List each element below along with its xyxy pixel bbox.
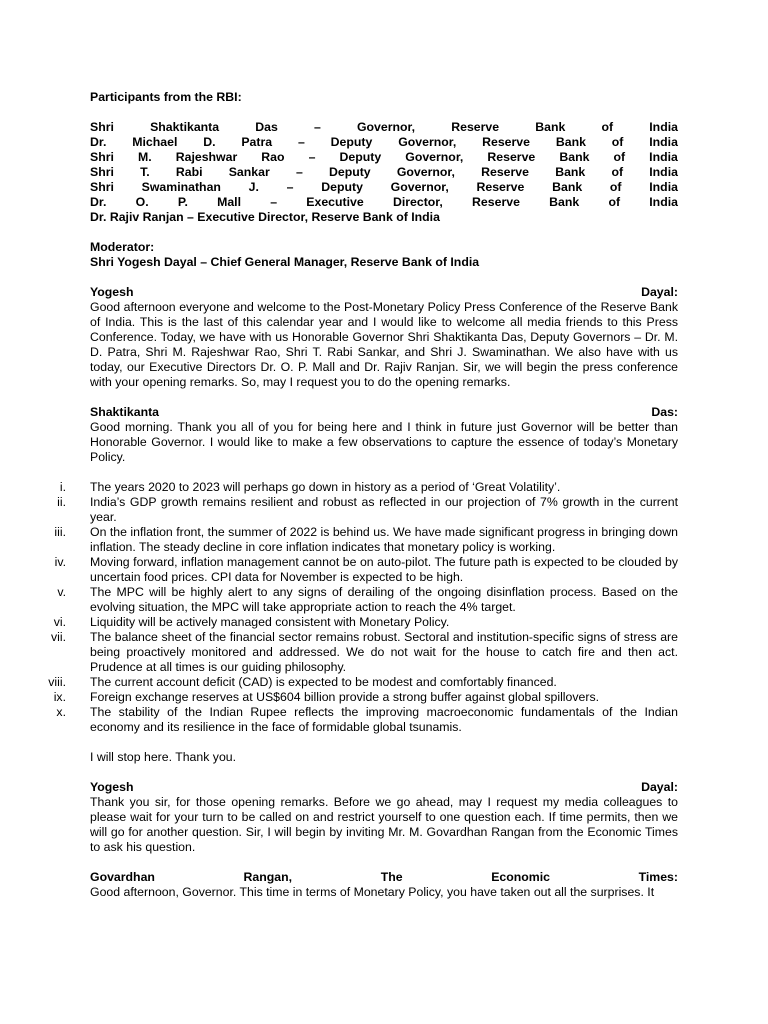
participant-word: Swaminathan <box>141 180 221 194</box>
participant-word: Shri <box>90 120 114 134</box>
participant-word: – <box>313 120 321 134</box>
list-item <box>59 480 678 495</box>
participant-word: Michael <box>132 135 178 149</box>
participant-word: India <box>649 195 678 209</box>
speaker-label <box>90 780 678 795</box>
list-item-number: v. <box>57 585 66 599</box>
list-item-text: On the inflation front, the summer of 2022 is behind us. We have made significant progress in bringing down inflation. The steady decline in core inflation indicates that monetary policy is working. <box>90 525 678 554</box>
participant-word: Rajeshwar <box>175 150 238 164</box>
participant-word: Bank <box>559 150 590 164</box>
participant-word: Deputy <box>328 165 371 179</box>
participant-line <box>90 195 678 210</box>
speaker-last: Dayal: <box>641 780 678 794</box>
participant-word: Reserve <box>481 165 529 179</box>
participant-word: Reserve <box>487 150 536 164</box>
participant-word: Governor, <box>405 150 464 164</box>
participant-word: – <box>308 150 316 164</box>
moderator-line: Shri Yogesh Dayal – Chief General Manager, Reserve Bank of India <box>90 255 480 269</box>
list-item-number: vi. <box>53 615 66 629</box>
participants-list <box>90 120 678 210</box>
list-item <box>57 585 678 615</box>
participant-word: Shri <box>90 180 114 194</box>
participant-line <box>90 180 678 195</box>
speaker-word: Times: <box>638 870 678 884</box>
participant-word: Reserve <box>482 135 530 149</box>
list-item-text: Foreign exchange reserves at US$604 billion provide a strong buffer against global spillovers. <box>90 690 600 704</box>
participant-word: Bank <box>552 180 583 194</box>
list-item-text: The MPC will be highly alert to any signs of derailing of the ongoing disinflation process. Based on the evolving situation, the MPC will take appropriate action to reach the 4% target. <box>90 585 678 614</box>
participant-word: Bank <box>555 165 586 179</box>
participant-word: D. <box>203 135 216 149</box>
list-item <box>54 525 678 555</box>
list-item <box>53 615 678 630</box>
participant-line: Dr. Rajiv Ranjan – Executive Director, Reserve Bank of India <box>90 210 440 224</box>
participant-word: Dr. <box>90 195 107 209</box>
participant-word: of <box>608 195 621 209</box>
speaker-last: Dayal: <box>641 285 678 299</box>
list-item-text: The current account deficit (CAD) is expected to be modest and comfortably financed. <box>90 675 557 689</box>
list-item-number: x. <box>56 705 66 719</box>
list-item-number: ii. <box>57 495 66 509</box>
participant-word: Bank <box>555 135 586 149</box>
transcript-body <box>48 90 678 900</box>
participant-word: India <box>649 165 678 179</box>
participant-word: M. <box>137 150 152 164</box>
participant-word: India <box>649 150 678 164</box>
list-item <box>56 705 678 735</box>
speaker-word: Govardhan <box>90 870 155 884</box>
participant-line <box>90 150 678 165</box>
speaker-word: Economic <box>491 870 550 884</box>
participant-word: of <box>613 150 626 164</box>
speaker-first: Yogesh <box>90 780 134 794</box>
participant-word: Reserve <box>476 180 525 194</box>
participant-word: – <box>297 135 305 149</box>
participant-word: Governor, <box>356 120 416 134</box>
speaker-last: Das: <box>651 405 678 419</box>
participant-word: Governor, <box>390 180 449 194</box>
list-item-text: The stability of the Indian Rupee reflects the improving macroeconomic fundamentals of the Indian economy and its resilience in the face of formidable global tsunamis. <box>90 705 678 734</box>
participant-word: Das <box>255 120 278 134</box>
participant-word: Director, <box>392 195 443 209</box>
speaker-word: The <box>380 870 403 884</box>
participant-line <box>90 135 678 150</box>
list-item-number: iii. <box>54 525 66 539</box>
list-item-text: India’s GDP growth remains resilient and robust as reflected in our projection of 7% growth in the current year. <box>90 495 678 524</box>
participant-word: of <box>609 180 622 194</box>
participant-word: Executive <box>306 195 364 209</box>
paragraph: Good afternoon everyone and welcome to the Post-Monetary Policy Press Conference of the Reserve Bank of India. This is the last of this calendar year and I would like to welcome all media friends to this Press Conference. Today, we have with us Honorable Governor Shri Shaktikanta Das, Deputy Governors – Dr. M. D. Patra, Shri M. Rajeshwar Rao, Shri T. Rabi Sankar, and Shri J. Swaminathan. We also have with us today, our Executive Directors Dr. O. P. Mall and Dr. Rajiv Ranjan. Sir, we will begin the press conference with your opening remarks. So, may I request you to do the opening remarks. <box>90 300 678 389</box>
participant-word: of <box>611 165 624 179</box>
paragraph: Good morning. Thank you all of you for being here and I think in future just Governor will be better than Honorable Governor. I would like to make a few observations to capture the essence of today’s Monetary Policy. <box>90 420 678 464</box>
participant-word: Deputy <box>330 135 373 149</box>
participant-word: Rao <box>261 150 285 164</box>
list-item <box>54 555 678 585</box>
participant-word: – <box>270 195 278 209</box>
paragraph: Thank you sir, for those opening remarks. Before we go ahead, may I request my media colleagues to please wait for your turn to be called on and restrict yourself to one question each. If time permits, then we will go for another question. Sir, I will begin by inviting Mr. M. Govardhan Rangan from the Economic Times to ask his question. <box>90 795 678 854</box>
list-item <box>48 675 678 690</box>
participant-word: Mall <box>217 195 242 209</box>
participant-word: Rabi <box>175 165 203 179</box>
participants-heading: Participants from the RBI: <box>90 90 242 104</box>
speaker-first: Shaktikanta <box>90 405 160 419</box>
participant-word: J. <box>248 180 259 194</box>
participant-word: Sankar <box>228 165 270 179</box>
list-item <box>50 630 678 675</box>
participant-word: India <box>649 120 678 134</box>
list-item <box>53 690 678 705</box>
participant-word: Governor, <box>398 135 457 149</box>
speaker-word: Rangan, <box>243 870 293 884</box>
list-item-text: The balance sheet of the financial sector remains robust. Sectoral and institution-specific signs of stress are being proactively monitored and addressed. We do not wait for the house to catch fire and then act. Prudence at all times is our guiding philosophy. <box>90 630 678 674</box>
list-item-text: Liquidity will be actively managed consistent with Monetary Policy. <box>90 615 450 629</box>
list-item-number: i. <box>59 480 66 494</box>
participant-word: Deputy <box>321 180 363 194</box>
moderator-heading: Moderator: <box>90 240 155 254</box>
paragraph: I will stop here. Thank you. <box>90 750 237 764</box>
participant-word: Governor, <box>396 165 455 179</box>
paragraph: Good afternoon, Governor. This time in terms of Monetary Policy, you have taken out all the surprises. It <box>90 885 655 899</box>
participant-word: O. <box>135 195 149 209</box>
participant-line <box>90 165 678 180</box>
participant-word: India <box>649 135 678 149</box>
list-item-number: ix. <box>53 690 66 704</box>
speaker-label <box>90 870 678 885</box>
participant-word: Reserve <box>451 120 500 134</box>
list-item-number: viii. <box>48 675 66 689</box>
participant-word: India <box>649 180 678 194</box>
observations-list <box>48 480 678 735</box>
participant-word: of <box>601 120 614 134</box>
participant-word: Dr. <box>90 135 107 149</box>
participant-word: P. <box>177 195 188 209</box>
participant-word: Bank <box>535 120 566 134</box>
participant-word: Reserve <box>472 195 520 209</box>
participant-word: Patra <box>241 135 273 149</box>
participant-word: Shri <box>90 150 114 164</box>
speaker-first: Yogesh <box>90 285 134 299</box>
participant-word: Bank <box>549 195 580 209</box>
speaker-label <box>90 285 678 300</box>
list-item-text: The years 2020 to 2023 will perhaps go down in history as a period of ‘Great Volatility’. <box>90 480 561 494</box>
list-item-text: Moving forward, inflation management cannot be on auto-pilot. The future path is expected to be clouded by uncertain food prices. CPI data for November is expected to be high. <box>90 555 678 584</box>
participant-word: Shaktikanta <box>150 120 220 134</box>
participant-word: Shri <box>90 165 114 179</box>
participant-word: Deputy <box>339 150 382 164</box>
list-item-number: vii. <box>50 630 66 644</box>
participant-word: – <box>286 180 294 194</box>
participant-word: T. <box>140 165 150 179</box>
list-item-number: iv. <box>54 555 66 569</box>
speaker-label <box>90 405 678 420</box>
list-item <box>57 495 678 525</box>
participant-line <box>90 120 678 135</box>
participant-word: – <box>295 165 303 179</box>
participant-word: of <box>611 135 624 149</box>
